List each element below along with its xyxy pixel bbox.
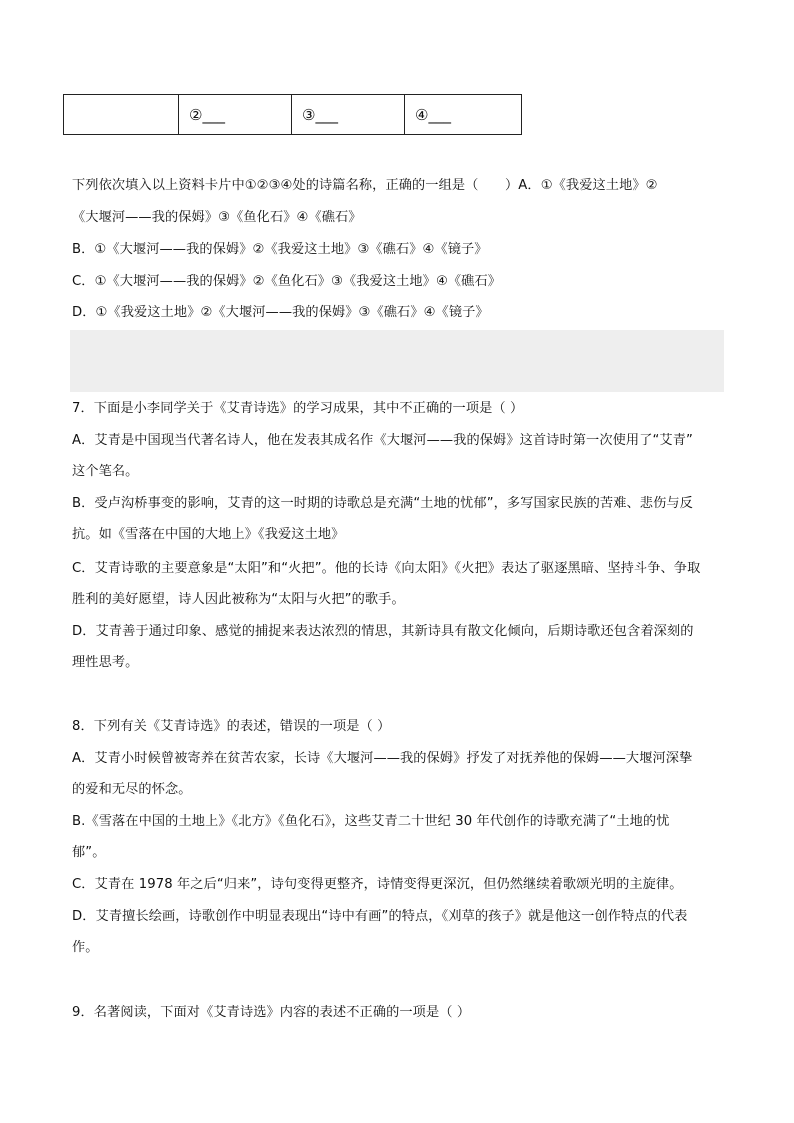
q8-option-a-line1: A．艾青小时候曾被寄养在贫苦农家，长诗《大堰河——我的保姆》抒发了对抚养他的保姆——大堰河深挚 [72, 751, 693, 766]
q8-option-b-line2: 郁”。 [72, 845, 106, 860]
q7-option-a-line1: A．艾青是中国现当代著名诗人，他在发表其成名作《大堰河——我的保姆》这首诗时第一次使用了“艾青” [72, 433, 693, 448]
q7-option-b-line2: 抗。如《雪落在中国的大地上》《我爱这土地》 [72, 527, 345, 542]
info-card-table [63, 94, 522, 135]
q9-stem: 9．名著阅读，下面对《艾青诗选》内容的表述不正确的一项是（ ） [72, 1005, 471, 1020]
table-cell-2: ②___ [179, 95, 292, 135]
q7-option-a-line2: 这个笔名。 [72, 464, 139, 479]
q8-option-a-line2: 的爱和无尽的怀念。 [72, 782, 192, 797]
table-cell-4: ④___ [405, 95, 522, 135]
table-cell-3: ③___ [292, 95, 405, 135]
answer-area-band [70, 330, 724, 392]
q8-option-c-line1: C．艾青在 1978 年之后“归来”，诗句变得更整齐，诗情变得更深沉，但仍然继续着歌颂光明的主旋律。 [72, 877, 683, 892]
q8-option-d-line1: D．艾青擅长绘画，诗歌创作中明显表现出“诗中有画”的特点，《刈草的孩子》就是他这一创作特点的代表 [72, 909, 688, 924]
q6-stem-line1: 下列依次填入以上资料卡片中①②③④处的诗篇名称，正确的一组是（ ）A．①《我爱这土地》② [72, 178, 658, 193]
q7-option-c-line2: 胜利的美好愿望，诗人因此被称为“太阳与火把”的歌手。 [72, 592, 405, 607]
q8-option-d-line2: 作。 [72, 940, 99, 955]
q7-stem: 7．下面是小李同学关于《艾青诗选》的学习成果，其中不正确的一项是（ ） [72, 401, 524, 416]
q8-option-b-line1: B.《雪落在中国的土地上》《北方》《鱼化石》，这些艾青二十世纪 30 年代创作的诗歌充满了“土地的忧 [72, 814, 670, 829]
q8-stem: 8．下列有关《艾青诗选》的表述，错误的一项是（ ） [72, 719, 391, 734]
table-row [64, 95, 522, 135]
q6-option-d: D．①《我爱这土地》②《大堰河——我的保姆》③《礁石》④《镜子》 [72, 305, 489, 320]
q7-option-b-line1: B．受卢沟桥事变的影响，艾青的这一时期的诗歌总是充满“土地的忧郁”，多写国家民族的苦难、悲伤与反 [72, 496, 693, 511]
q7-option-c-line1: C．艾青诗歌的主要意象是“太阳”和“火把”。他的长诗《向太阳》《火把》表达了驱逐黑暗、坚持斗争、争取 [72, 561, 701, 576]
q6-stem-line2: 《大堰河——我的保姆》③《鱼化石》④《礁石》 [72, 210, 362, 225]
q6-option-b: B．①《大堰河——我的保姆》②《我爱这土地》③《礁石》④《镜子》 [72, 242, 488, 257]
table-cell-blank [64, 95, 179, 135]
q6-option-c: C．①《大堰河——我的保姆》②《鱼化石》③《我爱这土地》④《礁石》 [72, 274, 502, 289]
q7-option-d-line1: D．艾青善于通过印象、感觉的捕捉来表达浓烈的情思，其新诗具有散文化倾向，后期诗歌还包含着深刻的 [72, 624, 694, 639]
q7-option-d-line2: 理性思考。 [72, 655, 139, 670]
